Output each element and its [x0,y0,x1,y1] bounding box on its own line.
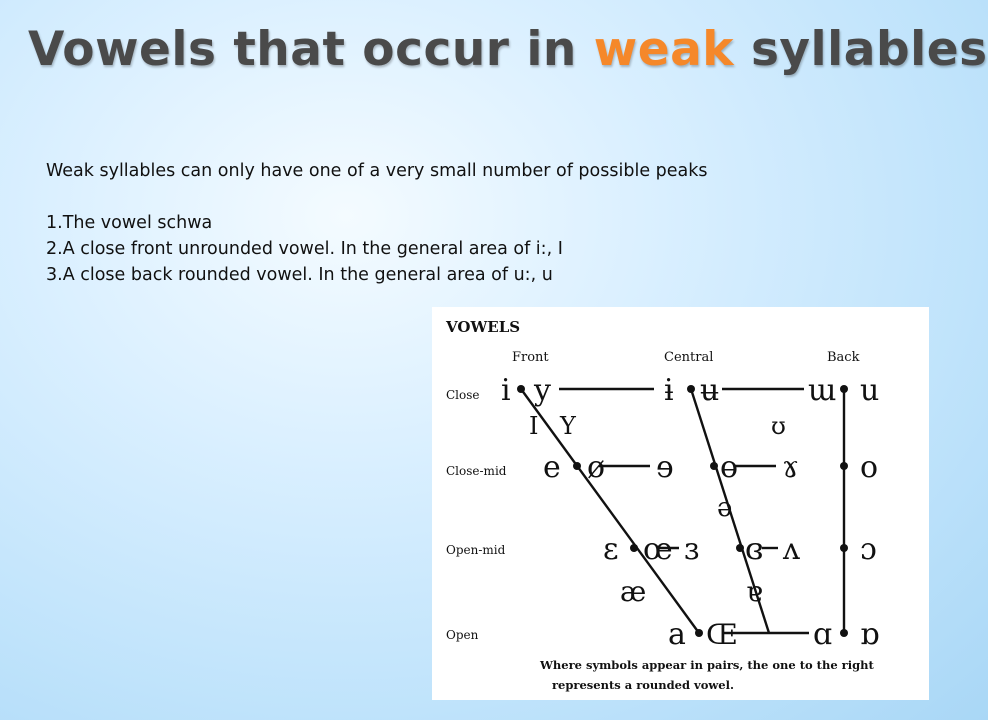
vowel-symbol: a [668,617,686,652]
vowel-symbol: ɑ [813,617,833,652]
vowel-symbol: ɛ [603,532,619,567]
vowel-chart-figure [432,307,929,700]
vowel-symbol: æ [620,575,647,608]
slide-body [46,158,906,288]
row-label-close: Close [446,388,480,402]
vowel-symbol: i [501,373,511,408]
vowel-symbol: ʊ [771,412,786,440]
vowel-symbol: e [543,450,561,485]
vowel-symbol: ɘ [656,450,674,485]
vowel-dot [736,544,744,552]
vowel-dot [710,462,718,470]
vowel-dot [517,385,525,393]
list-item: 1.The vowel schwa [46,213,213,233]
chart-note-line1: Where symbols appear in pairs, the one to the right [540,658,874,672]
vowel-symbol: ɜ [684,532,700,567]
vowel-symbol: ɞ [745,532,764,567]
vowel-dot [573,462,581,470]
vowel-symbol: ɯ [808,373,837,408]
vowel-dot [840,385,848,393]
row-label-open: Open [446,628,479,642]
front-edge-line [521,389,699,633]
vowel-dot [687,385,695,393]
vowel-symbol: ø [587,450,606,485]
title-part2: syllables [750,22,988,77]
vowel-symbol: o [860,450,879,485]
title-part1: Vowels that occur in [28,22,577,77]
row-label-open-mid: Open-mid [446,543,506,557]
vowel-symbol: ʌ [783,532,800,567]
vowel-dot [630,544,638,552]
vowel-symbol: y [534,373,551,408]
vowel-symbol: œ [643,532,673,567]
vowel-symbol: ɐ [746,575,763,608]
spacer [46,184,906,210]
vowel-symbol: ɵ [720,450,739,485]
vowel-symbol: I [529,412,539,440]
vowel-symbol: ɔ [860,532,877,567]
chart-heading: VOWELS [446,318,521,336]
vowel-symbol: ɒ [860,617,880,652]
vowel-symbol: ʉ [700,373,720,408]
column-label-back: Back [827,350,860,365]
vowel-symbol: u [860,373,880,408]
vowel-chart [432,307,929,700]
vowel-symbol: ɨ [664,373,674,408]
title-accent-word: weak [593,22,735,77]
list-item: 3.A close back rounded vowel. In the general area of u:, u [46,265,553,285]
vowel-dot [840,462,848,470]
chart-note-line2: represents a rounded vowel. [552,678,734,692]
vowel-symbol: Œ [706,618,738,651]
vowel-dot [695,629,703,637]
list-item: 2.A close front unrounded vowel. In the general area of i:, I [46,239,563,259]
schwa-symbol: ə [717,493,733,523]
vowel-dot [840,544,848,552]
slide-title [28,22,988,77]
column-label-central: Central [664,350,714,365]
vowel-dot [840,629,848,637]
vowel-symbol: ɤ [782,450,799,485]
column-label-front: Front [512,350,549,365]
intro-text: Weak syllables can only have one of a very small number of possible peaks [46,161,708,181]
row-label-close-mid: Close-mid [446,464,507,478]
vowel-symbol: Y [560,412,576,440]
